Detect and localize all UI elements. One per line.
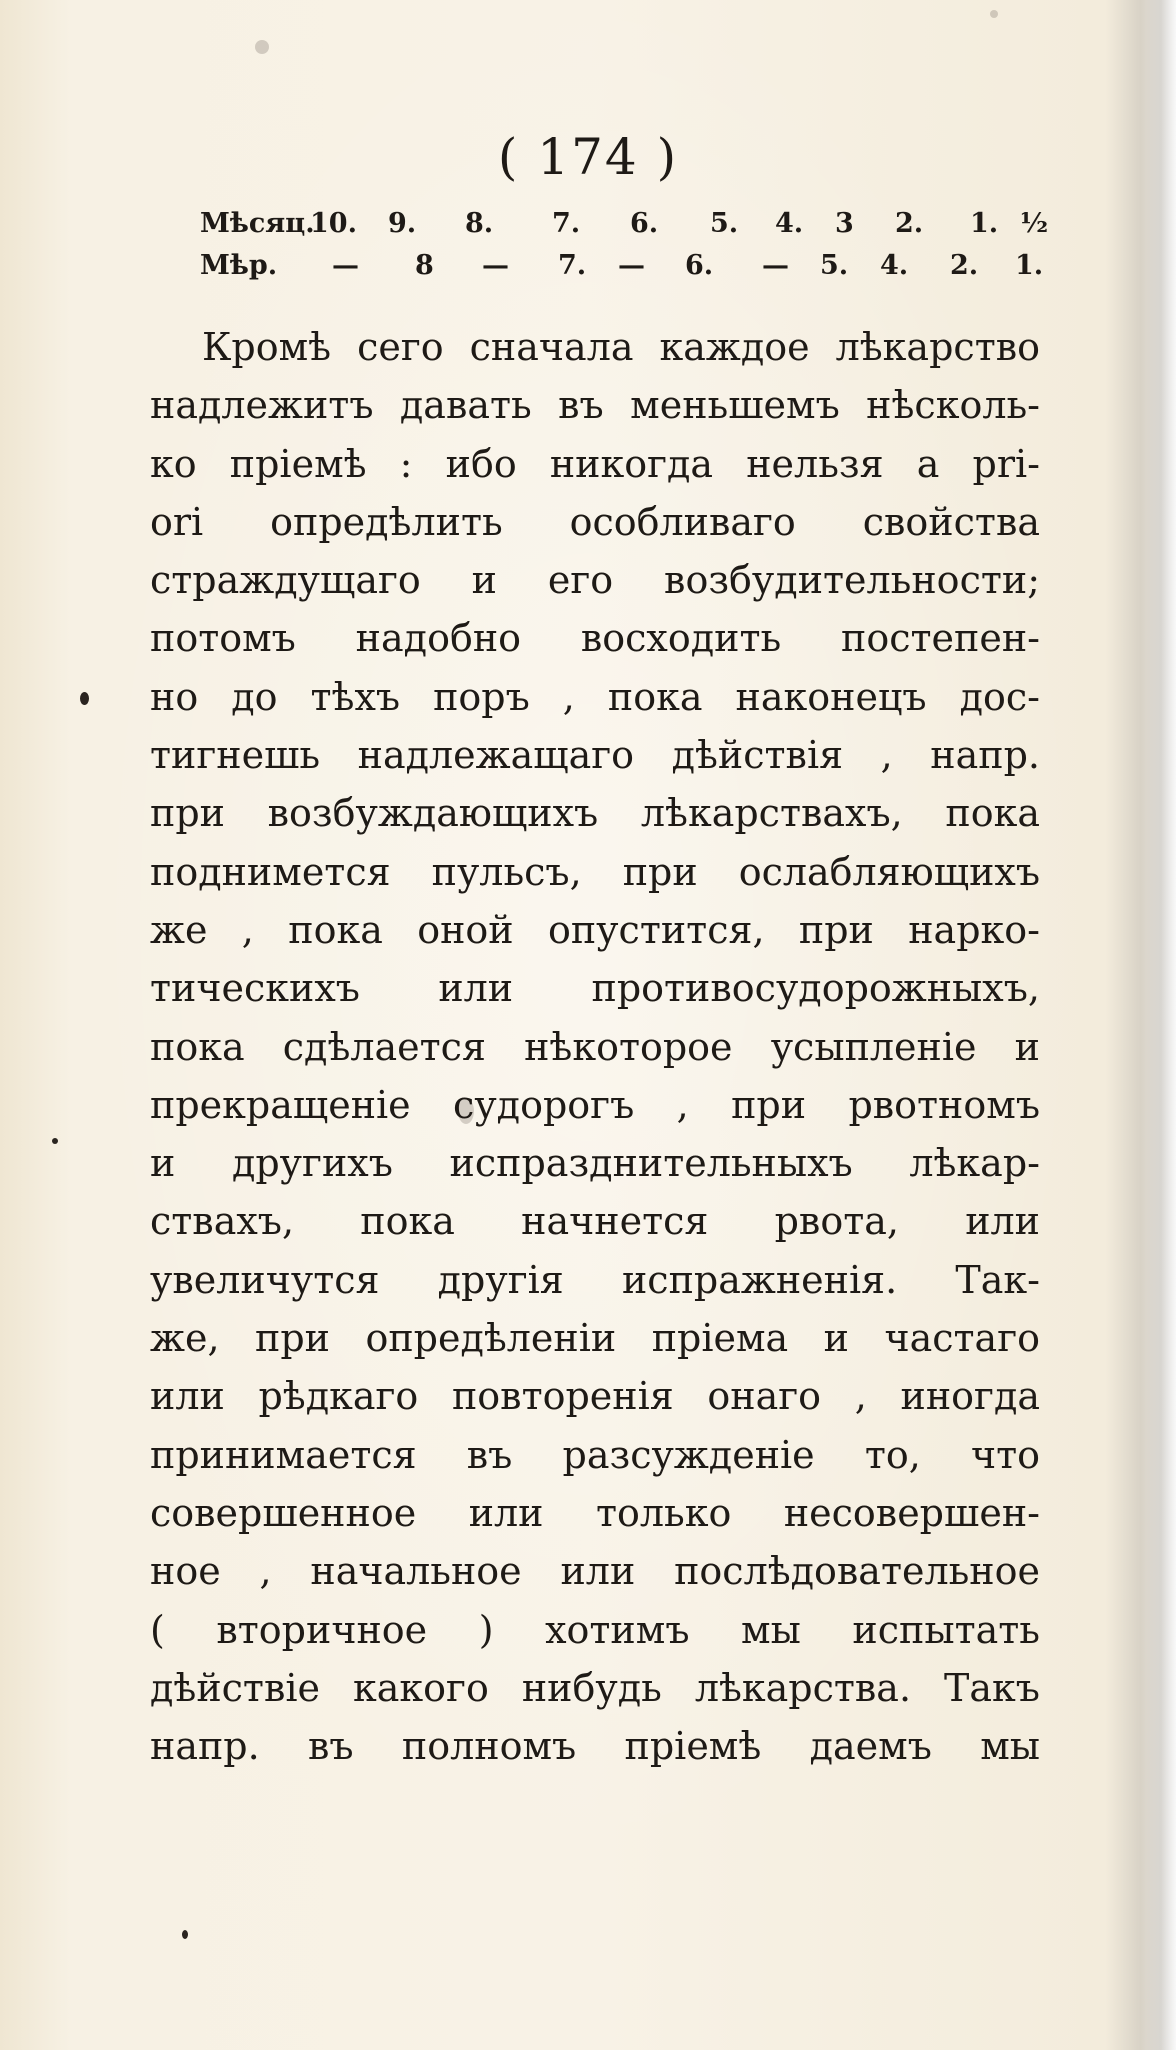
table-cell: 7. [558, 250, 587, 281]
table-cell: 7. [552, 208, 581, 239]
table-cell: 5. [710, 208, 739, 239]
table-cell: 3 [835, 208, 854, 239]
table-row-label: Мѣр. [200, 250, 278, 281]
table-cell: 4. [880, 250, 909, 281]
paper-speck [255, 40, 269, 54]
table-cell: 1. [1015, 250, 1044, 281]
text-line: увеличутся другiя испражненiя. Так- [150, 1257, 1040, 1302]
text-line: ное , начальное или послѣдовательное [150, 1549, 1040, 1594]
text-line: прекращенiе судорогъ , при рвотномъ [150, 1082, 1040, 1127]
text-line: принимается въ разсужденiе то, что [150, 1432, 1040, 1477]
text-line: пока сдѣлается нѣкоторое усыпленiе и [150, 1024, 1040, 1069]
paper-speck [458, 1098, 474, 1124]
text-line: тическихъ или противосудорожныхъ, [150, 966, 1040, 1011]
text-line: дѣйствiе какого нибудь лѣкарства. Такъ [150, 1665, 1040, 1710]
text-line: ( вторичное ) хотимъ мы испытать [150, 1607, 1040, 1652]
table-cell: 8 [415, 250, 434, 281]
table-cell: — [762, 250, 789, 281]
text-line: или рѣдкаго повторенiя онаго , иногда [150, 1374, 1040, 1419]
ink-dot [182, 1930, 188, 1939]
ink-dot [52, 1138, 58, 1144]
text-line: потомъ надобно восходить постепен- [150, 616, 1040, 661]
text-line: ori опредѣлить особливаго свойства [150, 499, 1040, 544]
table-row-measures [200, 250, 1060, 290]
table-cell: — [618, 250, 645, 281]
text-line: же , пока оной опустится, при нарко- [150, 907, 1040, 952]
table-cell: 2. [950, 250, 979, 281]
table-cell: 4. [775, 208, 804, 239]
table-cell: ½ [1020, 208, 1049, 239]
table-cell: 8. [465, 208, 494, 239]
page-edge-shadow [1146, 0, 1176, 2050]
table-cell: — [332, 250, 359, 281]
text-line: и другихъ испразднительныхъ лѣкар- [150, 1141, 1040, 1186]
text-line: при возбуждающихъ лѣкарствахъ, пока [150, 791, 1040, 836]
text-line: Кромѣ сего сначала каждое лѣкарство [202, 325, 1040, 369]
body-paragraph [150, 318, 1040, 1775]
table-cell: 2. [895, 208, 924, 239]
text-line: тигнешь надлежащаго дѣйствiя , напр. [150, 733, 1040, 778]
paper-speck [990, 10, 998, 18]
text-line: ко прiемѣ : ибо никогда нельзя a pri- [150, 441, 1040, 486]
text-line: поднимется пульсъ, при ослабляющихъ [150, 849, 1040, 894]
ink-dot [80, 692, 89, 705]
table-cell: 9. [388, 208, 417, 239]
text-line: надлежитъ давать въ меньшемъ нѣсколь- [150, 383, 1040, 428]
page-number: ( 174 ) [497, 128, 679, 186]
text-line: совершенное или только несовершен- [150, 1490, 1040, 1535]
text-line: но до тѣхъ поръ , пока наконецъ дос- [150, 674, 1040, 719]
table-cell: 6. [685, 250, 714, 281]
text-line: ствахъ, пока начнется рвота, или [150, 1199, 1040, 1244]
table-cell: — [482, 250, 509, 281]
table-cell: 5. [820, 250, 849, 281]
text-line: напр. въ полномъ прiемѣ даемъ мы [150, 1724, 1040, 1769]
table-row-months [200, 208, 1060, 248]
table-cell: 1. [970, 208, 999, 239]
table-cell: 6. [630, 208, 659, 239]
text-line: страждущаго и его возбудительности; [150, 558, 1040, 603]
table-cell: 10. [310, 208, 357, 239]
table-row-label: Мѣсяц. [200, 208, 315, 239]
text-line: же, при опредѣленiи прiема и частаго [150, 1316, 1040, 1361]
